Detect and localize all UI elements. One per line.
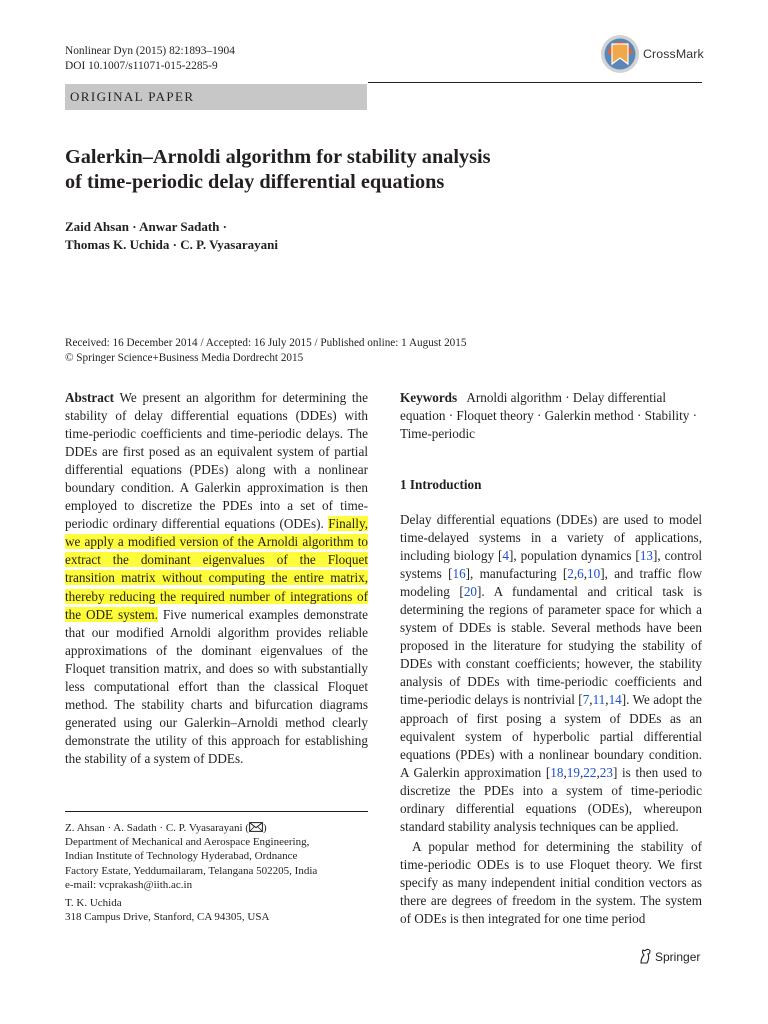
affiliation-department: Department of Mechanical and Aerospace Engineering, — [65, 836, 310, 849]
abstract-text: We present an algorithm for determining the stability of delay differential equations (DDEs) with time-periodic coefficients and time-periodic delays. The DDEs are first posed as an equivalent system of partial differential equations (PDEs) along with a nonlinear boundary condition. A Galerkin approximation is then employed to discretize the PDEs into a set of time-periodic ordinary differential equations (ODEs). — [65, 390, 368, 532]
keywords — [400, 389, 702, 443]
doi[interactable]: DOI 10.1007/s11071-015-2285-9 — [65, 60, 218, 72]
copyright-line: © Springer Science+Business Media Dordrecht 2015 — [65, 352, 304, 364]
citation-link[interactable]: 4 — [502, 548, 509, 564]
citation-link[interactable]: 23 — [599, 764, 613, 780]
intro-paragraph-2: A popular method for determining the stability of time-periodic ODEs is to use Floquet theory. We first specify as many independent initial condition vectors as there are degrees of freedom in the system. The system of ODEs is then integrated for one time period — [400, 839, 702, 927]
affiliation-email[interactable]: e-mail: vcprakash@iith.ac.in — [65, 878, 193, 891]
citation-link[interactable]: 22 — [583, 764, 597, 780]
citation-link[interactable]: 20 — [463, 584, 477, 600]
corresponding-authors: Z. Ahsan · A. Sadath · C. P. Vyasarayani ( ) — [65, 822, 267, 834]
publisher-name: Springer — [655, 950, 701, 964]
affiliation-block-2 — [65, 896, 368, 924]
affiliation-address: Factory Estate, Yeddumailaram, Telangana 502205, India — [65, 864, 318, 877]
title-line-1: Galerkin–Arnoldi algorithm for stability analysis — [65, 146, 491, 168]
citation-link[interactable]: 16 — [452, 566, 466, 582]
springer-horse-icon — [638, 948, 652, 964]
citation-link[interactable]: 14 — [608, 692, 622, 708]
envelope-icon[interactable] — [249, 822, 263, 832]
citation-link[interactable]: 10 — [587, 566, 601, 582]
abstract — [65, 389, 368, 768]
citation-link[interactable]: 7 — [582, 692, 590, 708]
authors-line-2: Thomas K. Uchida · C. P. Vyasarayani — [65, 237, 278, 252]
citation-link[interactable]: 18 — [550, 764, 564, 780]
crossmark-label: CrossMark — [643, 47, 704, 61]
authors-line-1: Zaid Ahsan · Anwar Sadath · — [65, 219, 227, 234]
citation-link[interactable]: 19 — [566, 764, 580, 780]
paper-title — [65, 145, 715, 195]
citation-link[interactable]: 13 — [639, 548, 654, 564]
received-accepted-published: Received: 16 December 2014 / Accepted: 16 July 2015 / Published online: 1 August 2015 — [65, 337, 467, 349]
affiliation-block — [65, 821, 368, 892]
uchida-address: 318 Campus Drive, Stanford, CA 94305, USA — [65, 911, 270, 924]
title-line-2: of time-periodic delay differential equations — [65, 171, 445, 193]
citation-link[interactable]: 6 — [577, 566, 584, 582]
header-rule — [368, 82, 702, 83]
intro-paragraph-1: Delay differential equations (DDEs) are used to model time-delayed systems in a variety of applications, including biology [4], population dynamics [13], control systems [16], manufacturing [2,6,10], and traffic flow modeling [20]. A fundamental and critical task is determining the regions of parameter space for which a system of DDEs is stable. Several methods have been proposed in the literature for studying the stability of DDEs with constant coefficients; however, the stability analysis of DDEs with time-periodic coefficients and time-periodic delays is nontrivial [7,11,14]. We adopt the approach of first posing a system of DDEs as an equivalent system of hyperbolic partial differential equations (PDEs) with a nonlinear boundary condition. A Galerkin approximation [18,19,22,23] is then used to discretize the PDEs into a system of time-periodic ordinary differential equations (ODEs), whereupon standard stability analysis techniques can be applied. — [400, 512, 703, 834]
citation-link[interactable]: 11 — [592, 692, 606, 708]
author-list — [65, 218, 665, 254]
keywords-text: Arnoldi algorithm · Delay differential equation · Floquet theory · Galerkin method · Stability · Time-periodic — [400, 390, 698, 442]
uchida-name: T. K. Uchida — [65, 897, 122, 909]
crossmark-icon — [600, 32, 640, 76]
publication-dates — [65, 336, 715, 366]
citation-link[interactable]: 2 — [567, 566, 574, 582]
abstract-text-continued: Five numerical examples demonstrate that our modified Arnoldi algorithm provides reliable approximations of the dominant eigenvalues of the Floquet transition matrix, and does so with substantially less computational effort than the classical Floquet method. The stability charts and bifurcation diagrams generated using our Galerkin–Arnoldi method clearly demonstrate the utility of this approach for establishing the stability of a system of DDEs. — [65, 606, 368, 766]
journal-citation: Nonlinear Dyn (2015) 82:1893–1904 — [65, 45, 235, 57]
keywords-label: Keywords — [400, 390, 458, 405]
section-label: ORIGINAL PAPER — [70, 89, 195, 104]
affiliation-institute: Indian Institute of Technology Hyderabad, Ordnance — [65, 850, 298, 863]
footnote-rule — [65, 811, 368, 812]
abstract-highlight: Finally, we apply a modified version of the Arnoldi algorithm to extract the dominant eigenvalues of the Floquet transition matrix without computing the entire matrix, thereby reducing the required number of integrations of the ODE system. — [65, 516, 368, 622]
abstract-label: Abstract — [65, 390, 115, 405]
springer-logo — [638, 948, 700, 964]
section-heading: 1 Introduction — [400, 477, 482, 492]
